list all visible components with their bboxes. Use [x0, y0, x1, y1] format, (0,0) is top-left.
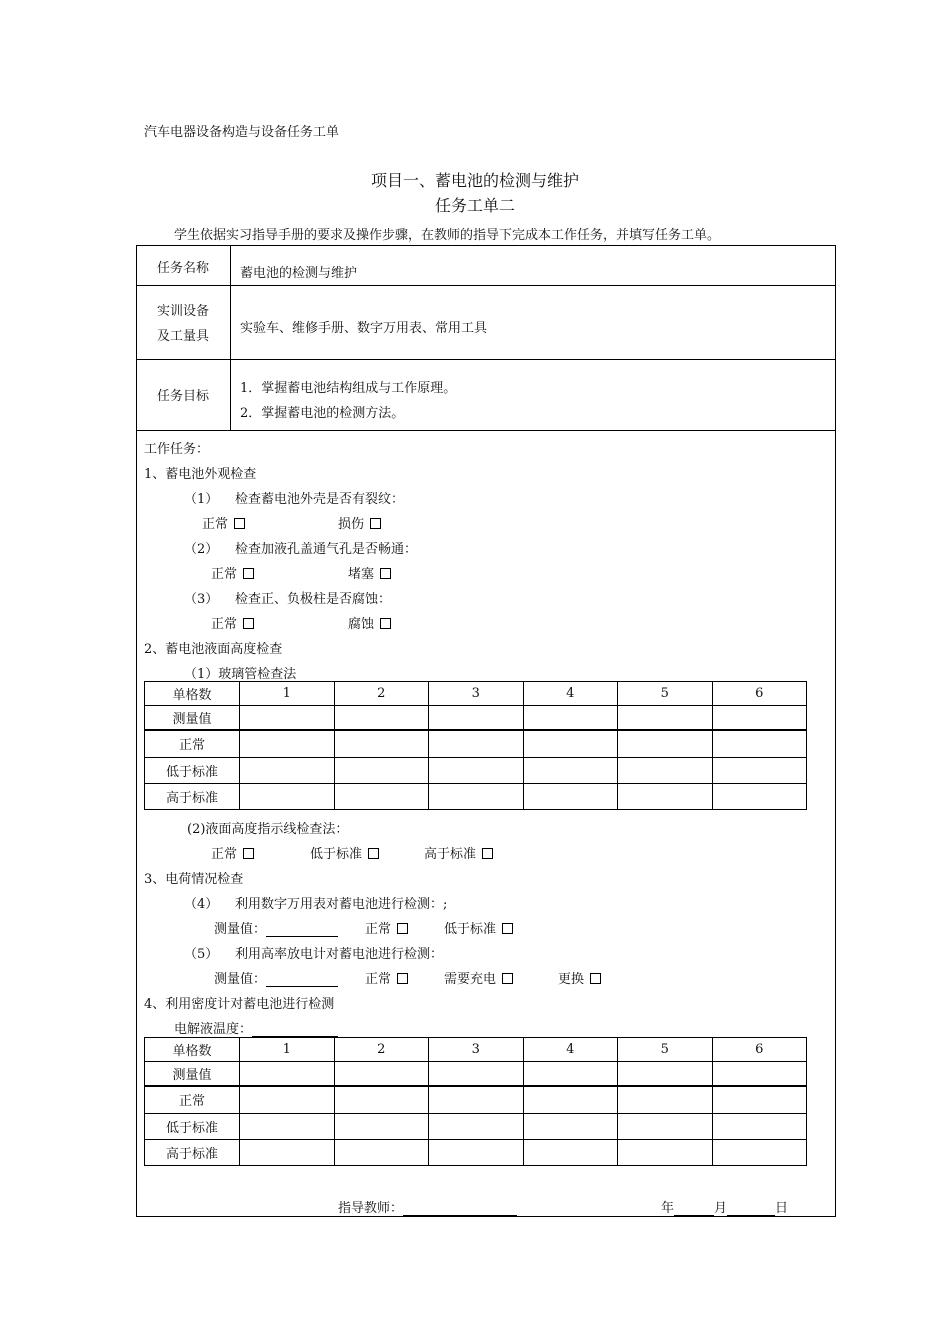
- input-cell[interactable]: [523, 1140, 618, 1166]
- col-header: 5: [618, 682, 713, 706]
- method-label: （1）玻璃管检查法: [184, 667, 297, 682]
- row-line: [136, 430, 836, 431]
- checkbox-icon[interactable]: [397, 923, 408, 934]
- blank-line[interactable]: [266, 922, 338, 937]
- input-cell[interactable]: [618, 784, 713, 810]
- option-label: 更换: [558, 972, 585, 987]
- col-header: 6: [712, 1038, 807, 1062]
- row-header: 低于标准: [145, 1114, 240, 1140]
- input-cell[interactable]: [334, 706, 429, 730]
- equipment-label-2: 及工量具: [156, 329, 209, 344]
- option-label: 高于标准: [424, 847, 477, 862]
- row-header: 高于标准: [145, 784, 240, 810]
- checkbox-icon[interactable]: [370, 518, 381, 529]
- input-cell[interactable]: [712, 706, 807, 730]
- input-cell[interactable]: [429, 784, 524, 810]
- checkbox-icon[interactable]: [243, 568, 254, 579]
- field-label: 测量值：: [214, 972, 267, 987]
- checkbox-icon[interactable]: [590, 973, 601, 984]
- input-cell[interactable]: [712, 1114, 807, 1140]
- checkbox-icon[interactable]: [502, 923, 513, 934]
- input-cell[interactable]: [618, 1140, 713, 1166]
- input-cell[interactable]: [618, 1114, 713, 1140]
- checkbox-icon[interactable]: [482, 848, 493, 859]
- blank-line[interactable]: [252, 1022, 338, 1037]
- item-number: （5）: [184, 947, 219, 962]
- col-header: 6: [712, 682, 807, 706]
- option-damaged[interactable]: [338, 513, 381, 532]
- input-cell[interactable]: [523, 784, 618, 810]
- item-number: （3）: [184, 592, 219, 607]
- year-label: 年: [661, 1201, 675, 1216]
- input-cell[interactable]: [712, 784, 807, 810]
- option-label: 堵塞: [348, 567, 375, 582]
- item-text: 检查正、负极柱是否腐蚀：: [235, 592, 392, 607]
- checkbox-icon[interactable]: [234, 518, 245, 529]
- info-divider: [230, 245, 231, 431]
- row-header: 正常: [145, 1086, 240, 1114]
- input-cell[interactable]: [240, 1062, 335, 1086]
- item-number: （1）: [184, 492, 219, 507]
- checkbox-icon[interactable]: [368, 848, 379, 859]
- option-below-standard[interactable]: [444, 918, 513, 937]
- equipment-value: 实验车、维修手册、数字万用表、常用工具: [240, 321, 488, 336]
- row-line: [136, 359, 836, 360]
- option-label: 低于标准: [444, 922, 497, 937]
- item-text: 检查加液孔盖通气孔是否畅通：: [235, 542, 418, 557]
- input-cell[interactable]: [334, 758, 429, 784]
- field-label: 测量值：: [214, 922, 267, 937]
- option-corroded[interactable]: [348, 613, 391, 632]
- input-cell[interactable]: [334, 730, 429, 758]
- option-label: 腐蚀: [348, 617, 375, 632]
- input-cell[interactable]: [523, 706, 618, 730]
- input-cell[interactable]: [429, 706, 524, 730]
- checkbox-icon[interactable]: [502, 973, 513, 984]
- month-label: 月: [714, 1201, 728, 1216]
- blank-line[interactable]: [266, 972, 338, 987]
- month-blank[interactable]: [674, 1201, 714, 1216]
- option-normal[interactable]: [211, 613, 254, 632]
- option-below-standard[interactable]: [310, 843, 379, 862]
- col-header: 1: [240, 1038, 335, 1062]
- option-normal[interactable]: [211, 563, 254, 582]
- method-label: (2)液面高度指示线检查法：: [187, 822, 349, 837]
- input-cell[interactable]: [334, 784, 429, 810]
- checkbox-icon[interactable]: [397, 973, 408, 984]
- input-cell[interactable]: [334, 1114, 429, 1140]
- option-above-standard[interactable]: [424, 843, 493, 862]
- input-cell[interactable]: [712, 758, 807, 784]
- col-header: 1: [240, 682, 335, 706]
- input-cell[interactable]: [240, 1086, 335, 1114]
- goal-item: 2．掌握蓄电池的检测方法。: [240, 406, 405, 421]
- input-cell[interactable]: [618, 758, 713, 784]
- day-label: 日: [775, 1201, 789, 1216]
- option-label: 低于标准: [310, 847, 363, 862]
- hydrometer-table: [144, 1037, 807, 1166]
- input-cell[interactable]: [712, 1086, 807, 1114]
- input-cell[interactable]: [712, 730, 807, 758]
- input-cell[interactable]: [429, 1140, 524, 1166]
- input-cell[interactable]: [618, 706, 713, 730]
- option-label: 正常: [211, 567, 238, 582]
- item-text: 检查蓄电池外壳是否有裂纹：: [235, 492, 405, 507]
- input-cell[interactable]: [240, 758, 335, 784]
- field-label: 电解液温度：: [174, 1022, 253, 1037]
- input-cell[interactable]: [429, 1114, 524, 1140]
- item-text: 利用数字万用表对蓄电池进行检测：;: [235, 897, 448, 912]
- input-cell[interactable]: [618, 1086, 713, 1114]
- blank-line[interactable]: [403, 1201, 517, 1216]
- temperature-field[interactable]: [174, 1018, 338, 1037]
- item-number: （2）: [184, 542, 219, 557]
- page-title: 项目一、蓄电池的检测与维护: [370, 171, 579, 190]
- input-cell[interactable]: [523, 758, 618, 784]
- item-text: 利用高率放电计对蓄电池进行检测：: [235, 947, 444, 962]
- task-name-value: 蓄电池的检测与维护: [240, 266, 358, 281]
- input-cell[interactable]: [240, 730, 335, 758]
- checkbox-icon[interactable]: [243, 848, 254, 859]
- item-number: （4）: [184, 897, 219, 912]
- work-heading: 工作任务：: [144, 442, 210, 457]
- input-cell[interactable]: [618, 730, 713, 758]
- document-header: 汽车电器设备构造与设备任务工单: [144, 125, 340, 140]
- input-cell[interactable]: [523, 1062, 618, 1086]
- option-blocked[interactable]: [348, 563, 391, 582]
- col-header: 2: [334, 682, 429, 706]
- measurement-field[interactable]: [214, 918, 338, 937]
- input-cell[interactable]: [334, 1140, 429, 1166]
- option-label: 正常: [211, 617, 238, 632]
- col-header: 单格数: [145, 1038, 240, 1062]
- input-cell[interactable]: [240, 1114, 335, 1140]
- col-header: 5: [618, 1038, 713, 1062]
- date-field[interactable]: [661, 1197, 788, 1216]
- option-normal[interactable]: [365, 918, 408, 937]
- glass-tube-table: [144, 681, 807, 810]
- section-2-heading: 2、蓄电池液面高度检查: [144, 642, 283, 657]
- col-header: 4: [523, 682, 618, 706]
- goal-label: 任务目标: [156, 389, 209, 404]
- input-cell[interactable]: [240, 1140, 335, 1166]
- row-header: 测量值: [145, 706, 240, 730]
- option-needs-charging[interactable]: [444, 968, 513, 987]
- input-cell[interactable]: [523, 730, 618, 758]
- option-normal[interactable]: [211, 843, 254, 862]
- section-4-heading: 4、利用密度计对蓄电池进行检测: [144, 997, 335, 1012]
- task-name-label: 任务名称: [156, 261, 209, 276]
- input-cell[interactable]: [240, 706, 335, 730]
- input-cell[interactable]: [334, 1086, 429, 1114]
- input-cell[interactable]: [429, 730, 524, 758]
- col-header: 4: [523, 1038, 618, 1062]
- col-header: 单格数: [145, 682, 240, 706]
- col-header: 3: [429, 682, 524, 706]
- row-header: 测量值: [145, 1062, 240, 1086]
- option-label: 正常: [202, 517, 229, 532]
- field-label: 指导教师：: [338, 1201, 404, 1216]
- option-label: 正常: [365, 922, 392, 937]
- goal-item: 1．掌握蓄电池结构组成与工作原理。: [240, 381, 457, 396]
- option-normal[interactable]: [365, 968, 408, 987]
- option-label: 需要充电: [444, 972, 497, 987]
- col-header: 3: [429, 1038, 524, 1062]
- option-normal[interactable]: [202, 513, 245, 532]
- col-header: 2: [334, 1038, 429, 1062]
- teacher-signature[interactable]: [338, 1197, 517, 1216]
- input-cell[interactable]: [429, 758, 524, 784]
- equipment-label-1: 实训设备: [156, 304, 209, 319]
- input-cell[interactable]: [429, 1086, 524, 1114]
- checkbox-icon[interactable]: [380, 618, 391, 629]
- option-label: 正常: [365, 972, 392, 987]
- input-cell[interactable]: [712, 1140, 807, 1166]
- input-cell[interactable]: [712, 1062, 807, 1086]
- section-1-heading: 1、蓄电池外观检查: [144, 467, 257, 482]
- input-cell[interactable]: [618, 1062, 713, 1086]
- input-cell[interactable]: [334, 1062, 429, 1086]
- intro-text: 学生依据实习指导手册的要求及操作步骤，在教师的指导下完成本工作任务，并填写任务工单。: [174, 228, 721, 243]
- row-line: [136, 285, 836, 286]
- row-header: 正常: [145, 730, 240, 758]
- option-replace[interactable]: [558, 968, 601, 987]
- section-3-heading: 3、电荷情况检查: [144, 872, 244, 887]
- option-label: 损伤: [338, 517, 365, 532]
- page-subtitle: 任务工单二: [434, 196, 515, 215]
- option-label: 正常: [211, 847, 238, 862]
- checkbox-icon[interactable]: [243, 618, 254, 629]
- input-cell[interactable]: [429, 1062, 524, 1086]
- row-header: 低于标准: [145, 758, 240, 784]
- checkbox-icon[interactable]: [380, 568, 391, 579]
- row-header: 高于标准: [145, 1140, 240, 1166]
- input-cell[interactable]: [523, 1114, 618, 1140]
- input-cell[interactable]: [240, 784, 335, 810]
- day-blank[interactable]: [727, 1201, 775, 1216]
- measurement-field[interactable]: [214, 968, 338, 987]
- input-cell[interactable]: [523, 1086, 618, 1114]
